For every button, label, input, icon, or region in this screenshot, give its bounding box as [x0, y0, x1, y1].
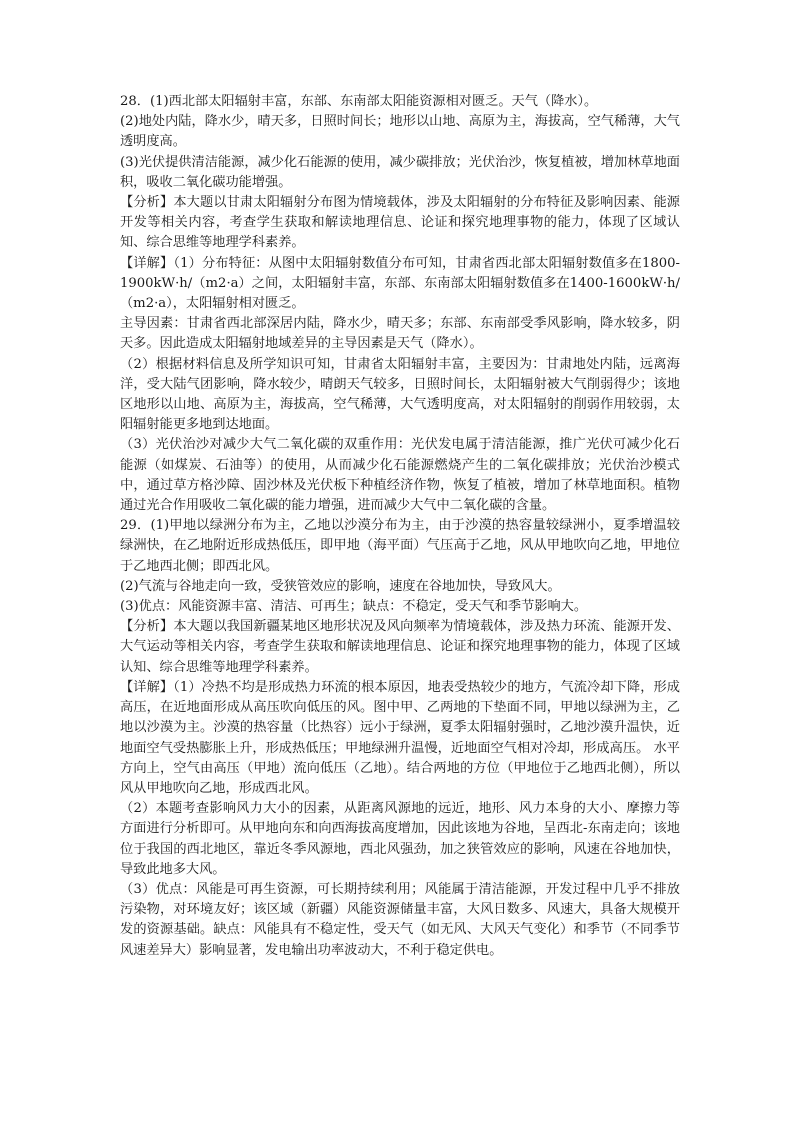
answer-28-part-1: 28．(1)西北部太阳辐射丰富，东部、东南部太阳能资源相对匮乏。天气（降水）。 — [120, 94, 598, 109]
analysis-29: 【分析】本大题以我国新疆某地区地形状况及风向频率为情境载体，涉及热力环流、能源开发、大气运动等相关内容，考查学生获取和解读地理信息、论证和探究地理事物的能力，体现了区域认知、综合思维等地理学科素养。 — [120, 619, 680, 675]
answer-28-part-2: (2)地处内陆，降水少，晴天多，日照时间长；地形以山地、高原为主，海拔高，空气稀薄，大气透明度高。 — [120, 114, 680, 150]
explanation-28-dominant-factor: 主导因素：甘肃省西北部深居内陆，降水少，晴天多；东部、东南部受季风影响，降水较多，阴天多。因此造成太阳辐射地域差异的主导因素是天气（降水）。 — [120, 316, 680, 352]
explanation-29-part-1: 【详解】（1）冷热不均是形成热力环流的根本原因，地表受热较少的地方，气流冷却下降，形成高压，在近地面形成从高压吹向低压的风。图中甲、乙两地的下垫面不同，甲地以绿洲为主，乙地以沙漠为主。沙漠的热容量（比热容）远小于绿洲，夏季太阳辐射强时，乙地沙漠升温快，近地面空气受热膨胀上升，形成热低压；甲地绿洲升温慢，近地面空气相对冷却，形成高压。 水平方向上，空气由高压（甲地）流向低压（乙地）。结合两地的方位（甲地位于乙地西北侧），所以风从甲地吹向乙地，形成西北风。 — [120, 679, 680, 796]
analysis-28: 【分析】本大题以甘肃太阳辐射分布图为情境载体，涉及太阳辐射的分布特征及影响因素、能源开发等相关内容，考查学生获取和解读地理信息、论证和探究地理事物的能力，体现了区域认知、综合思维等地理学科素养。 — [120, 195, 680, 251]
answer-28-part-3: (3)光伏提供清洁能源，减少化石能源的使用，减少碳排放；光伏治沙，恢复植被，增加林草地面积，吸收二氧化碳功能增强。 — [120, 154, 680, 190]
explanation-28-part-1: 【详解】（1）分布特征：从图中太阳辐射数值分布可知，甘肃省西北部太阳辐射数值多在1800-1900kW·h/（m2·a）之间，太阳辐射丰富，东部、东南部太阳辐射数值多在1400-1600kW·h/（m2·a），太阳辐射相对匮乏。 — [120, 255, 680, 312]
answer-29-part-3: (3)优点：风能资源丰富、清洁、可再生；缺点：不稳定，受天气和季节影响大。 — [120, 599, 588, 615]
explanation-28-part-3: （3）光伏治沙对减少大气二氧化碳的双重作用：光伏发电属于清洁能源，推广光伏可减少化石能源（如煤炭、石油等）的使用，从而减少化石能源燃烧产生的二氧化碳排放；光伏治沙模式中，通过草方格沙障、固沙林及光伏板下种植经济作物，恢复了植被，增加了林草地面积。植物通过光合作用吸收二氧化碳的能力增强，进而减少大气中二氧化碳的含量。 — [120, 437, 680, 514]
explanation-28-part-2: （2）根据材料信息及所学知识可知，甘肃省太阳辐射丰富，主要因为：甘肃地处内陆，远离海洋，受大陆气团影响，降水较少，晴朗天气较多，日照时间长，太阳辐射被大气削弱得少；该地区地形以山地、高原为主，海拔高，空气稀薄，大气透明度高，对太阳辐射的削弱作用较弱，太阳辐射能更多地到达地面。 — [120, 356, 680, 433]
explanation-29-part-2: （2）本题考查影响风力大小的因素，从距离风源地的远近，地形、风力本身的大小、摩擦力等方面进行分析即可。从甲地向东和向西海拔高度增加，因此该地为谷地，呈西北-东南走向；该地位于我国的西北地区，靠近冬季风源地，西北风强劲，加之狭管效应的影响，风速在谷地加快，导致此地多大风。 — [120, 801, 680, 877]
answer-content — [120, 92, 680, 961]
explanation-29-part-3: （3）优点：风能是可再生资源，可长期持续利用；风能属于清洁能源，开发过程中几乎不排放污染物，对环境友好；该区域（新疆）风能资源储量丰富，大风日数多、风速大，具备大规模开发的资源基础。缺点：风能具有不稳定性，受天气（如无风、大风天气变化）和季节（不同季节风速差异大）影响显著，发电输出功率波动大，不利于稳定供电。 — [120, 881, 680, 958]
answer-29-part-2: (2)气流与谷地走向一致，受狭管效应的影响，速度在谷地加快，导致风大。 — [120, 578, 561, 594]
answer-29-part-1: 29．(1)甲地以绿洲分布为主，乙地以沙漠分布为主，由于沙漠的热容量较绿洲小，夏季增温较绿洲快，在乙地附近形成热低压，即甲地（海平面）气压高于乙地，风从甲地吹向乙地，甲地位于乙地西北侧；即西北风。 — [120, 518, 680, 574]
